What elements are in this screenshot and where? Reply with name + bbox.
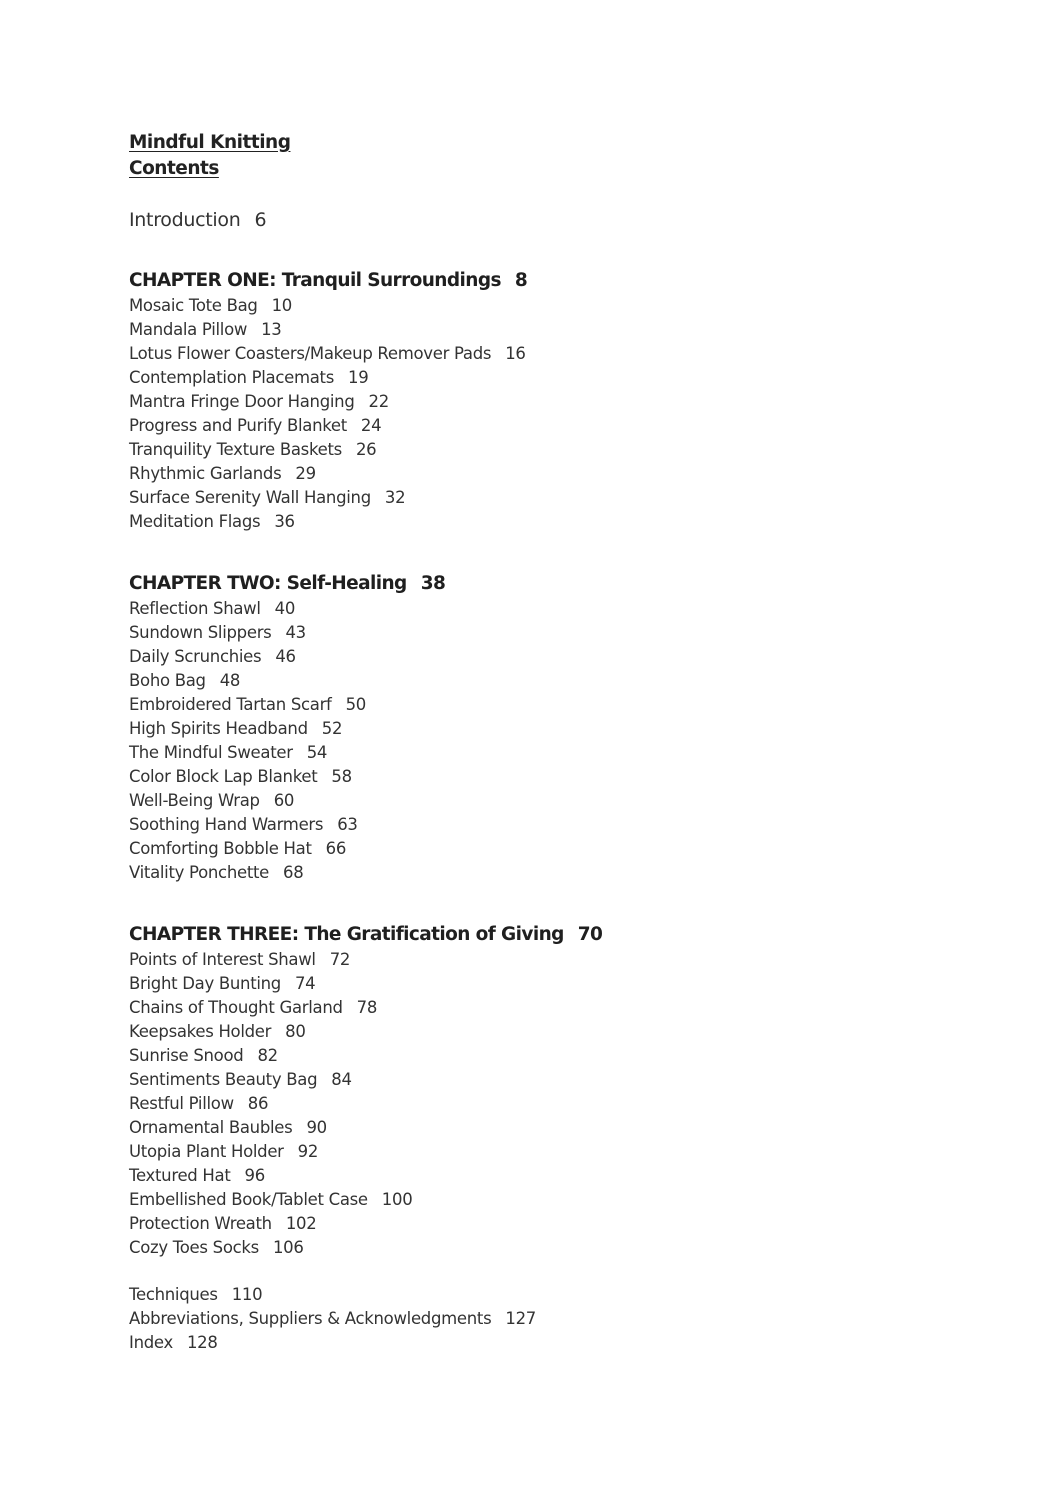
contents-heading: Contents — [129, 158, 219, 179]
entry-title: Tranquility Texture Baskets — [129, 440, 342, 459]
toc-entry — [129, 813, 989, 837]
entry-title: Color Block Lap Blanket — [129, 767, 318, 786]
entry-title: Embellished Book/Tablet Case — [129, 1190, 368, 1209]
toc-entry — [129, 510, 989, 534]
entry-page-number: 128 — [186, 1333, 218, 1352]
entry-page-number: 80 — [285, 1022, 306, 1041]
entry-page-number: 102 — [285, 1214, 317, 1233]
toc-entry — [129, 1188, 989, 1212]
toc-entry — [129, 693, 989, 717]
entry-title: Daily Scrunchies — [129, 647, 262, 666]
entry-title: Cozy Toes Socks — [129, 1238, 259, 1257]
entry-page-number: 86 — [247, 1094, 269, 1113]
entry-page-number: 90 — [306, 1118, 327, 1137]
entry-page-number: 10 — [271, 296, 292, 315]
entry-title: Protection Wreath — [129, 1214, 272, 1233]
chapter-two-section — [129, 571, 989, 885]
entry-title: Rhythmic Garlands — [129, 464, 282, 483]
toc-entry — [129, 789, 989, 813]
entry-title: Embroidered Tartan Scarf — [129, 695, 332, 714]
entry-page-number: 100 — [381, 1190, 413, 1209]
entry-page-number: 96 — [244, 1166, 265, 1185]
entry-page-number: 82 — [257, 1046, 278, 1065]
entry-page-number: 52 — [321, 719, 343, 738]
toc-entry — [129, 1236, 989, 1260]
entry-title: High Spirits Headband — [129, 719, 308, 738]
entry-page-number: 60 — [273, 791, 295, 810]
chapter-page-number: 70 — [577, 924, 603, 945]
contents-page — [129, 130, 989, 1355]
toc-entry — [129, 1140, 989, 1164]
entry-title: Mantra Fringe Door Hanging — [129, 392, 355, 411]
entry-title: Lotus Flower Coasters/Makeup Remover Pads — [129, 344, 492, 363]
entry-page-number: 22 — [368, 392, 389, 411]
entry-page-number: 26 — [355, 440, 377, 459]
chapter-title: CHAPTER THREE: The Gratification of Giving — [129, 924, 564, 945]
entry-title: Points of Interest Shawl — [129, 950, 316, 969]
toc-entry — [129, 1044, 989, 1068]
toc-entry — [129, 438, 989, 462]
entry-page-number: 78 — [356, 998, 378, 1017]
entry-title: Mosaic Tote Bag — [129, 296, 258, 315]
entry-title: Sundown Slippers — [129, 623, 272, 642]
entry-page-number: 92 — [297, 1142, 319, 1161]
chapter-title: CHAPTER ONE: Tranquil Surroundings — [129, 270, 501, 291]
entry-title: Comforting Bobble Hat — [129, 839, 312, 858]
entry-title: Keepsakes Holder — [129, 1022, 272, 1041]
toc-entry — [129, 342, 989, 366]
chapter-page-number: 8 — [514, 270, 528, 291]
entry-page-number: 63 — [337, 815, 358, 834]
toc-entry — [129, 837, 989, 861]
entry-title: Vitality Ponchette — [129, 863, 270, 882]
entry-title: Abbreviations, Suppliers & Acknowledgments — [129, 1309, 492, 1328]
toc-entry — [129, 1212, 989, 1236]
entry-title: Contemplation Placemats — [129, 368, 335, 387]
toc-entry — [129, 669, 989, 693]
entry-title: Techniques — [129, 1285, 218, 1304]
toc-entry — [129, 621, 989, 645]
chapter-title: CHAPTER TWO: Self-Healing — [129, 573, 407, 594]
entry-page-number: 43 — [285, 623, 306, 642]
entry-page-number: 46 — [275, 647, 296, 666]
chapter-heading — [129, 922, 989, 948]
toc-entry — [129, 765, 989, 789]
entry-page-number: 16 — [505, 344, 526, 363]
chapter-one-section — [129, 268, 989, 534]
entry-page-number: 24 — [360, 416, 382, 435]
toc-entry — [129, 948, 989, 972]
chapter-three-section — [129, 922, 989, 1260]
entry-title: Meditation Flags — [129, 512, 261, 531]
toc-entry — [129, 972, 989, 996]
entry-title: Ornamental Baubles — [129, 1118, 293, 1137]
book-title: Mindful Knitting — [129, 132, 291, 153]
toc-entry — [129, 861, 989, 885]
entry-page-number: 32 — [384, 488, 406, 507]
entry-page-number: 74 — [294, 974, 316, 993]
entry-page-number: 84 — [331, 1070, 352, 1089]
toc-entry — [129, 294, 989, 318]
entry-page-number: 19 — [348, 368, 369, 387]
entry-page-number: 58 — [331, 767, 352, 786]
entry-title: Sunrise Snood — [129, 1046, 244, 1065]
entry-title: Soothing Hand Warmers — [129, 815, 324, 834]
entry-title: Mandala Pillow — [129, 320, 248, 339]
entry-page-number: 72 — [329, 950, 351, 969]
toc-entry-abbreviations — [129, 1307, 989, 1331]
toc-entry — [129, 318, 989, 342]
entry-page-number: 54 — [306, 743, 328, 762]
entry-title: Progress and Purify Blanket — [129, 416, 347, 435]
entry-title: Chains of Thought Garland — [129, 998, 343, 1017]
entry-page-number: 127 — [505, 1309, 536, 1328]
entry-title: The Mindful Sweater — [129, 743, 293, 762]
entry-page-number: 6 — [254, 209, 267, 231]
toc-entry — [129, 366, 989, 390]
entry-page-number: 48 — [219, 671, 241, 690]
back-matter-section — [129, 1283, 989, 1355]
entry-title: Reflection Shawl — [129, 599, 261, 618]
entry-page-number: 66 — [325, 839, 347, 858]
entry-title: Well-Being Wrap — [129, 791, 260, 810]
toc-entry-introduction — [129, 208, 989, 232]
entry-page-number: 40 — [274, 599, 296, 618]
toc-entry — [129, 414, 989, 438]
entry-title: Utopia Plant Holder — [129, 1142, 284, 1161]
entry-page-number: 68 — [283, 863, 304, 882]
chapter-heading — [129, 571, 989, 597]
toc-entry — [129, 1068, 989, 1092]
toc-entry — [129, 1020, 989, 1044]
entry-page-number: 13 — [261, 320, 282, 339]
toc-entry — [129, 1164, 989, 1188]
entry-page-number: 106 — [272, 1238, 304, 1257]
toc-entry — [129, 486, 989, 510]
entry-title: Sentiments Beauty Bag — [129, 1070, 318, 1089]
toc-entry — [129, 645, 989, 669]
toc-entry-index — [129, 1331, 989, 1355]
entry-title: Index — [129, 1333, 173, 1352]
toc-entry — [129, 597, 989, 621]
chapter-page-number: 38 — [420, 573, 446, 594]
chapter-heading — [129, 268, 989, 294]
toc-entry — [129, 390, 989, 414]
entry-title: Boho Bag — [129, 671, 206, 690]
entry-title: Introduction — [129, 209, 241, 231]
entry-page-number: 50 — [345, 695, 366, 714]
toc-entry-techniques — [129, 1283, 989, 1307]
entry-page-number: 29 — [295, 464, 316, 483]
toc-entry — [129, 996, 989, 1020]
entry-page-number: 36 — [274, 512, 295, 531]
toc-entry — [129, 717, 989, 741]
toc-entry — [129, 1092, 989, 1116]
toc-entry — [129, 1116, 989, 1140]
entry-title: Bright Day Bunting — [129, 974, 281, 993]
entry-title: Textured Hat — [129, 1166, 231, 1185]
entry-page-number: 110 — [231, 1285, 263, 1304]
toc-entry — [129, 462, 989, 486]
toc-entry — [129, 741, 989, 765]
entry-title: Surface Serenity Wall Hanging — [129, 488, 371, 507]
entry-title: Restful Pillow — [129, 1094, 234, 1113]
